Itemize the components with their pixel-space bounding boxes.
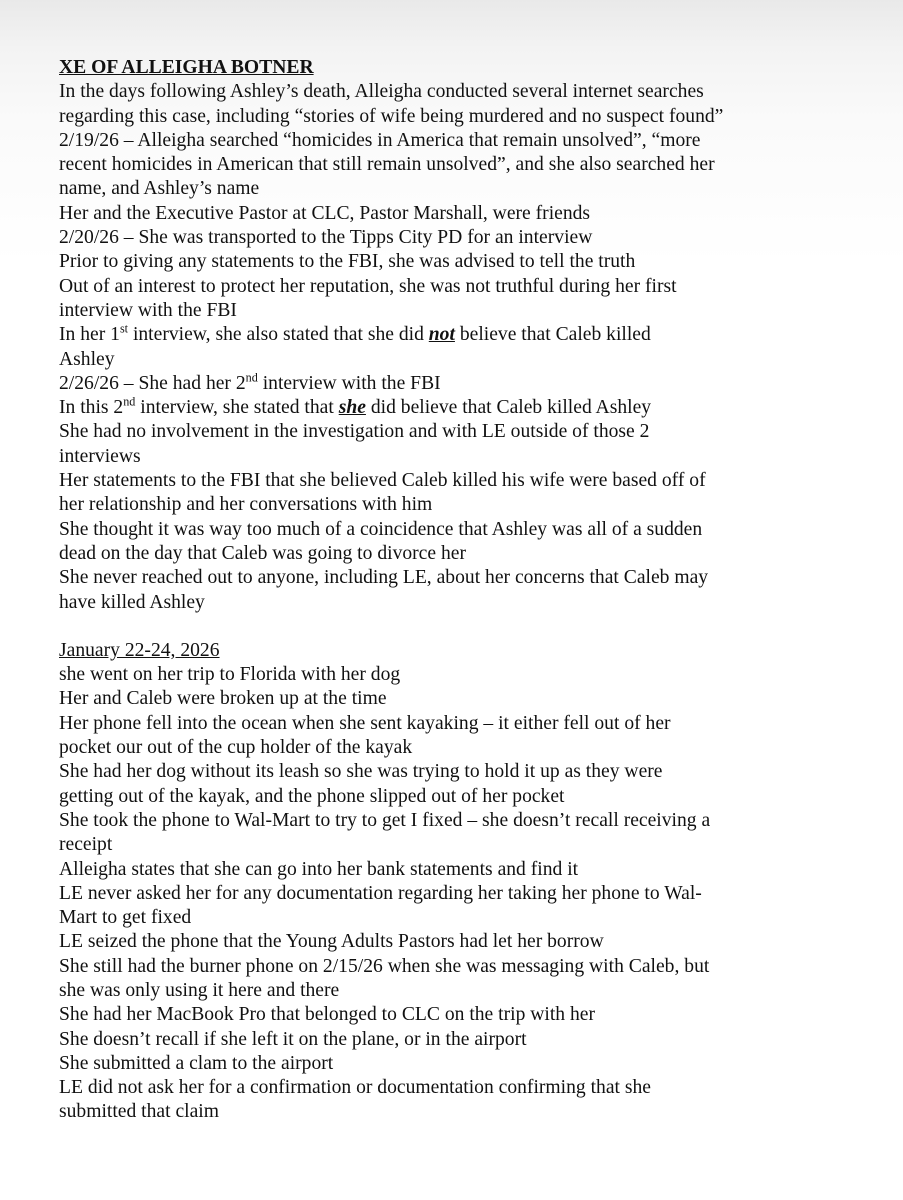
doc-line: Out of an interest to protect her reputation, she was not truthful during her first	[59, 275, 677, 297]
doc-line: her relationship and her conversations with him	[59, 494, 433, 516]
section1-lines-a	[59, 80, 889, 323]
ordinal-suffix: st	[119, 321, 129, 336]
doc-line: She still had the burner phone on 2/15/26 when she was messaging with Caleb, but	[59, 955, 710, 977]
doc-line: LE never asked her for any documentation regarding her taking her phone to Wal-	[59, 882, 702, 904]
doc-line: receipt	[59, 834, 113, 856]
doc-line: regarding this case, including “stories of wife being murdered and no suspect found”	[59, 105, 724, 127]
doc-line: Her phone fell into the ocean when she sent kayaking – it either fell out of her	[59, 712, 671, 734]
first-interview-line	[59, 323, 889, 347]
section1-lines-b	[59, 420, 889, 614]
doc-line: Mart to get fixed	[59, 907, 192, 929]
text-run: believe that Caleb killed	[454, 324, 651, 346]
doc-line: Prior to giving any statements to the FBI, she was advised to tell the truth	[59, 251, 636, 273]
doc-line: She never reached out to anyone, including LE, about her concerns that Caleb may	[59, 567, 709, 589]
emphasis-she: she	[338, 397, 366, 419]
second-interview-date-line	[59, 372, 889, 396]
doc-line: Alleigha states that she can go into her bank statements and find it	[59, 858, 579, 880]
doc-line: LE did not ask her for a confirmation or documentation confirming that she	[59, 1077, 652, 1099]
doc-line: In the days following Ashley’s death, Alleigha conducted several internet searches	[59, 81, 704, 103]
doc-line: She submitted a clam to the airport	[59, 1052, 334, 1074]
section2-lines	[59, 663, 889, 1125]
section-date-heading: January 22-24, 2026	[59, 639, 220, 661]
doc-line: she was only using it here and there	[59, 979, 340, 1001]
doc-line: She thought it was way too much of a coincidence that Ashley was all of a sudden	[59, 518, 703, 540]
ordinal-suffix: nd	[245, 370, 258, 385]
text-run: 2/26/26 – She had her 2	[59, 372, 246, 394]
doc-line: she went on her trip to Florida with her dog	[59, 664, 401, 686]
doc-line: interview with the FBI	[59, 299, 237, 321]
doc-line: Her and Caleb were broken up at the time	[59, 688, 387, 710]
ordinal-suffix: nd	[123, 394, 136, 409]
doc-line: recent homicides in American that still remain unsolved”, and she also searched her	[59, 154, 715, 176]
emphasis-not: not	[428, 324, 455, 346]
doc-line: Her and the Executive Pastor at CLC, Pastor Marshall, were friends	[59, 202, 591, 224]
text-run: interview with the FBI	[257, 372, 441, 394]
second-interview-line	[59, 396, 889, 420]
doc-line: have killed Ashley	[59, 591, 205, 613]
doc-line: She had no involvement in the investigation and with LE outside of those 2	[59, 421, 650, 443]
text-run: interview, she also stated that she did	[128, 324, 429, 346]
doc-line: She took the phone to Wal-Mart to try to get I fixed – she doesn’t recall receiving a	[59, 809, 711, 831]
doc-line: LE seized the phone that the Young Adults Pastors had let her borrow	[59, 931, 604, 953]
text-run: interview, she stated that	[135, 397, 339, 419]
doc-line: Her statements to the FBI that she believed Caleb killed his wife were based off of	[59, 470, 706, 492]
section-title: XE OF ALLEIGHA BOTNER	[59, 57, 314, 78]
doc-line: name, and Ashley’s name	[59, 178, 260, 200]
doc-line: dead on the day that Caleb was going to divorce her	[59, 542, 466, 564]
doc-line: She had her MacBook Pro that belonged to CLC on the trip with her	[59, 1004, 596, 1026]
doc-line: pocket our out of the cup holder of the kayak	[59, 737, 413, 759]
doc-line: submitted that claim	[59, 1101, 219, 1123]
text-run: did believe that Caleb killed Ashley	[365, 397, 652, 419]
doc-line: interviews	[59, 445, 141, 467]
doc-line: 2/19/26 – Alleigha searched “homicides in America that remain unsolved”, “more	[59, 129, 701, 151]
text-run: In her 1	[59, 324, 120, 346]
text-run: In this 2	[59, 397, 124, 419]
doc-line: 2/20/26 – She was transported to the Tipps City PD for an interview	[59, 227, 593, 249]
doc-line: She doesn’t recall if she left it on the plane, or in the airport	[59, 1028, 527, 1050]
doc-line: getting out of the kayak, and the phone slipped out of her pocket	[59, 785, 565, 807]
doc-line: Ashley	[59, 348, 115, 370]
doc-line: She had her dog without its leash so she was trying to hold it up as they were	[59, 761, 663, 783]
document-page	[59, 56, 889, 1125]
paragraph-gap	[59, 615, 889, 639]
